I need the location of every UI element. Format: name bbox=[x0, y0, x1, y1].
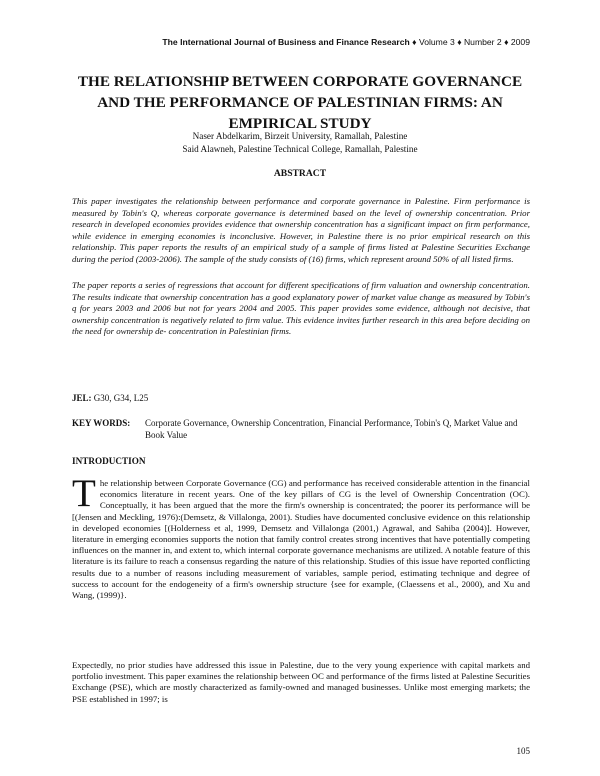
volume: Volume 3 bbox=[418, 37, 455, 47]
abstract-paragraph: The paper reports a series of regressions that account for different specifications of firm valuation and ownership concentration. The results indicate that ownership concentration has a good explanatory power of market value change as measured by Tobin's q for years 2003 and 2006 but not for years 2004 and 2005. This paper provides some evidence, although not decisive, that ownership concentration is negatively related to firm value. This evidence invites further research in this area before deciding on the need for ownership de- concentration in Palestinian firms. bbox=[72, 280, 530, 337]
body-paragraph bbox=[72, 472, 530, 601]
year: 2009 bbox=[510, 37, 530, 47]
paragraph-text: he relationship between Corporate Governance (CG) and performance has received considerable attention in the financial economics literature in recent years. One of the key pillars of CG is the level of Ownership Concentration (OC). Conceptually, it has been argued that the more the firm's ownership is concentrated; the poorer its performance will be [(Jensen and Meckling, 1976):(Demsetz, & Villalonga, 2001). Studies have documented conclusive evidence on this relationship in developed economies [(Holderness et al, 1999, Demsetz and Villalonga (2001,) Agrawal, and Sahiba (2004)]. However, literature in emerging economies supports the notion that family control creates strong incentives that have potentially competing influences on the manner in, and extent to, which internal corporate governance mechanisms are utilized. A notable feature of this literature is its failure to reach a consensus regarding the nature of this relationship. Studies of this issue have reported conflicting results due to a number of reasons including measurement of variables, sample period, estimating technique and degree of success to account for the endogeneity of a firm's ownership structure {see for example, (Claessens et al., 2000), and Xu and Wang, (1999)}. bbox=[72, 478, 530, 601]
jel-codes bbox=[72, 392, 530, 404]
header-separator: ♦ bbox=[504, 37, 509, 47]
keywords-label: KEY WORDS: bbox=[72, 418, 131, 428]
abstract-paragraph: This paper investigates the relationship between performance and corporate governance in Palestine. Firm performance is measured by Tobin's Q, whereas corporate governance is determined based on the level of ownership concentration. Prior research in developed economies provides evidence that ownership concentration has a significant impact on firm performance, while evidence in emerging economies is inconclusive. However, in Palestine there is no prior empirical research on this relationship. This paper reports the results of an empirical study of a sample of firms listed at Palestine Securities Exchange during the period (2003-2006). The sample of the study consists of (16) firms, which represent around 50% of all listed firms. bbox=[72, 196, 530, 264]
header-separator: ♦ bbox=[457, 37, 462, 47]
authors bbox=[60, 130, 540, 155]
body-paragraph: Expectedly, no prior studies have addressed this issue in Palestine, due to the very young experience with capital markets and portfolio investment. This paper examines the relationship between OC and performance of the firms listed at Palestine Securities Exchange (PSE), which are mostly characterized as family-owned and managed businesses. Unlike most emerging markets; the PSE established in 1997; is bbox=[72, 660, 530, 704]
jel-label: JEL: bbox=[72, 393, 92, 403]
issue-number: Number 2 bbox=[463, 37, 502, 47]
author-line: Naser Abdelkarim, Birzeit University, Ramallah, Palestine bbox=[192, 131, 408, 141]
page-number: 105 bbox=[516, 746, 530, 756]
drop-cap: T bbox=[72, 472, 96, 515]
journal-name: The International Journal of Business and Finance Research bbox=[162, 37, 410, 47]
abstract-heading: ABSTRACT bbox=[273, 168, 327, 179]
paper-title: THE RELATIONSHIP BETWEEN CORPORATE GOVERNANCE AND THE PERFORMANCE OF PALESTINIAN FIRMS: AN EMPIRICAL STUDY bbox=[77, 73, 523, 132]
keywords-value: Corporate Governance, Ownership Concentration, Financial Performance, Tobin's Q, Market Value and Book Value bbox=[145, 418, 518, 440]
jel-value: G30, G34, L25 bbox=[93, 393, 149, 403]
section-heading: INTRODUCTION bbox=[72, 456, 146, 466]
author-line: Said Alawneh, Palestine Technical College, Ramallah, Palestine bbox=[182, 143, 418, 154]
running-header bbox=[72, 37, 530, 47]
header-separator: ♦ bbox=[412, 37, 417, 47]
